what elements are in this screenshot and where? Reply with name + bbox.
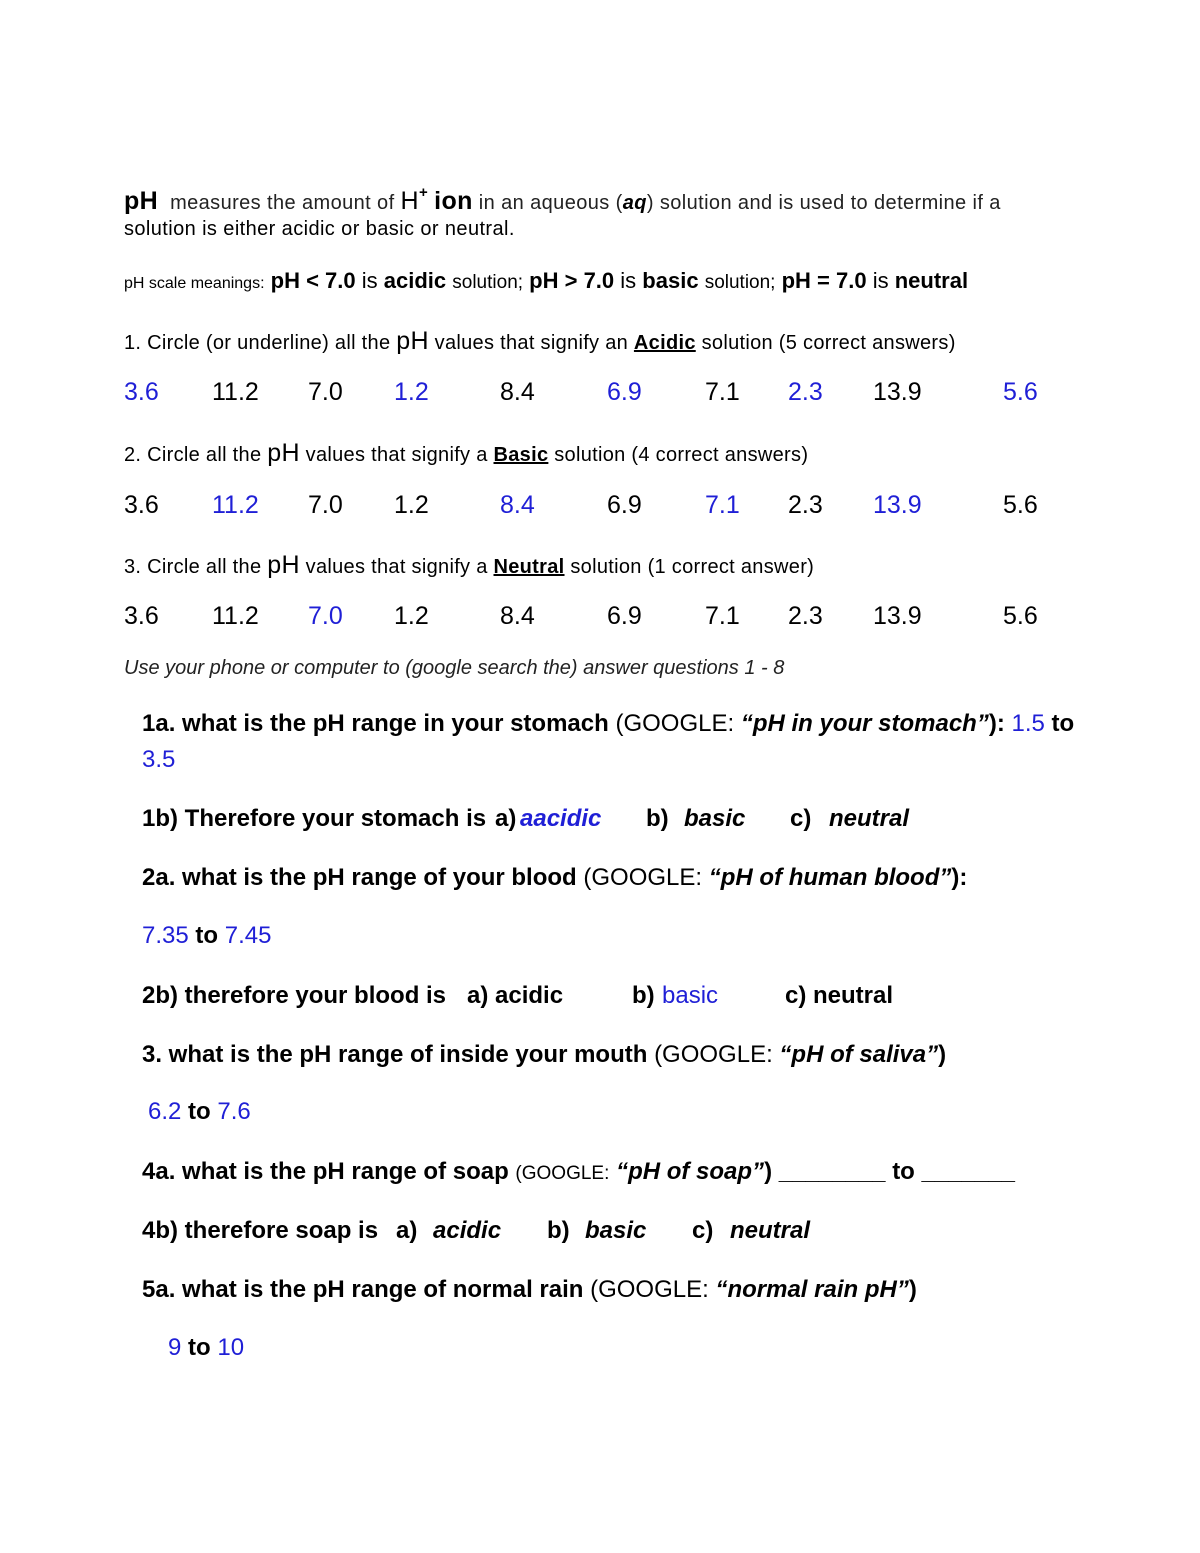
ph-value[interactable]: 8.4 [500,491,535,519]
plus-charge: + [418,184,429,201]
scale-text: is [872,268,889,293]
answer-low: 6.2 [148,1098,182,1125]
answer-question: 1a. what is the pH range in your stomach [142,710,609,737]
question-text: 2. Circle all the [124,444,262,466]
ph-value[interactable]: 2.3 [788,491,823,519]
google-query: “pH in your stomach” [740,710,989,737]
question-2 [124,439,808,468]
option-b-value: basic [662,982,719,1009]
basic-rule: pH > 7.0 [529,268,615,293]
answer-5a [142,1276,917,1304]
option-c-label: c) [790,805,812,832]
answer-blank-low[interactable]: ________ [778,1158,886,1185]
ph-scale-meanings [124,268,968,294]
question-text: 1. Circle (or underline) all the [124,332,391,354]
answer-question: 2a. what is the pH range of your blood [142,864,577,891]
google-label: (GOOGLE: [615,710,735,737]
answer-4b [142,1217,1042,1247]
ph-value[interactable]: 7.1 [705,491,740,519]
acidic-word: acidic [383,268,447,293]
ph-term: pH [267,439,300,467]
ph-value[interactable]: 1.2 [394,602,429,630]
ph-value[interactable]: 6.9 [607,378,642,406]
answer-question: 5a. what is the pH range of normal rain [142,1276,584,1303]
google-query: “normal rain pH” [715,1276,909,1303]
answer-high: 10 [217,1334,245,1361]
option-c-value: neutral [730,1217,811,1244]
option-a-value: aacidic [520,805,602,832]
scale-text: solution; [452,272,524,293]
answer-3-range [148,1098,251,1126]
answer-question: 3. what is the pH range of inside your mouth [142,1041,648,1068]
option-c: c) neutral [785,982,894,1009]
answer-high: 7.6 [217,1098,251,1125]
answer-1b [142,805,1042,835]
answer-blank-high[interactable]: _______ [921,1158,1015,1185]
question-keyword: Neutral [493,556,565,578]
intro-line-2: solution is either acidic or basic or neutral. [124,218,515,240]
ph-value[interactable]: 7.0 [308,491,343,519]
value-row-3 [0,602,1200,632]
question-text: values that signify an [434,332,629,354]
answer-low: 1.5 [1011,710,1045,737]
option-a-value: acidic [433,1217,502,1244]
answer-3 [142,1041,946,1069]
ph-value[interactable]: 13.9 [873,378,922,406]
answer-high: 7.45 [224,922,272,949]
answer-5a-range [168,1334,244,1362]
answer-high: 3.5 [142,746,176,773]
google-close: ) [938,1041,947,1068]
google-label: (GOOGLE: [654,1041,773,1068]
ion-term: ion [434,187,473,215]
ph-value[interactable]: 6.9 [607,491,642,519]
ph-value[interactable]: 7.0 [308,602,343,630]
google-close: ) [764,1158,773,1185]
scale-text: is [620,268,637,293]
acidic-rule: pH < 7.0 [270,268,356,293]
option-b-label: b) [547,1217,570,1244]
answer-low: 9 [168,1334,182,1361]
h-symbol: H [400,187,419,215]
intro-text: ) solution and is used to determine if a [646,192,1001,214]
ph-value[interactable]: 1.2 [394,491,429,519]
instruction-hint: Use your phone or computer to (google search the) answer questions 1 - 8 [124,657,785,679]
ph-value[interactable]: 8.4 [500,378,535,406]
answer-4a [142,1158,1015,1186]
answer-to: to [1051,710,1075,737]
google-query: “pH of soap” [616,1158,765,1185]
question-text: solution (1 correct answer) [570,556,815,578]
option-c-label: c) [692,1217,714,1244]
aq-term: aq [622,192,647,214]
ph-value[interactable]: 7.1 [705,378,740,406]
ph-value[interactable]: 3.6 [124,378,159,406]
ph-term: pH [267,551,300,579]
ph-value[interactable]: 11.2 [212,378,259,406]
ph-value[interactable]: 2.3 [788,378,823,406]
ph-value[interactable]: 3.6 [124,491,159,519]
ph-term: pH [396,327,429,355]
neutral-word: neutral [894,268,969,293]
question-text: solution (5 correct answers) [701,332,956,354]
option-a-label: a) [396,1217,418,1244]
google-label: (GOOGLE: [590,1276,709,1303]
answer-1a [142,710,1074,738]
ph-term: pH [124,187,159,215]
ph-value[interactable]: 7.1 [705,602,740,630]
intro-line-1 [124,184,1001,216]
answer-question: 4b) therefore soap is [142,1217,379,1244]
google-close: ): [988,710,1005,737]
basic-word: basic [642,268,699,293]
option-b-label: b) [632,982,655,1009]
value-row-1 [0,378,1200,408]
scale-text: is [361,268,378,293]
google-query: “pH of human blood” [708,864,952,891]
google-label: (GOOGLE: [583,864,703,891]
ph-value[interactable]: 2.3 [788,602,823,630]
google-close: ) [908,1276,917,1303]
question-text: 3. Circle all the [124,556,262,578]
question-3 [124,551,814,580]
answer-low: 7.35 [142,922,189,949]
option-a-label: a) [495,805,517,832]
ph-value[interactable]: 7.0 [308,378,343,406]
neutral-rule: pH = 7.0 [781,268,867,293]
answer-question: 2b) therefore your blood is [142,982,447,1009]
ph-value[interactable]: 11.2 [212,491,259,519]
option-b-value: basic [684,805,746,832]
answer-to: to [195,922,219,949]
ph-value[interactable]: 5.6 [1003,378,1038,406]
intro-text: in an aqueous ( [478,192,623,214]
option-b-label: b) [646,805,669,832]
question-keyword: Basic [493,444,549,466]
ph-value[interactable]: 5.6 [1003,491,1038,519]
option-b-value: basic [585,1217,647,1244]
answer-2a-range [142,922,271,950]
answer-2a [142,864,967,892]
answer-question: 1b) Therefore your stomach is [142,805,487,832]
question-text: solution (4 correct answers) [554,444,809,466]
value-row-2 [0,491,1200,521]
question-keyword: Acidic [633,332,696,354]
question-text: values that signify a [305,556,488,578]
ph-value[interactable]: 5.6 [1003,602,1038,630]
ph-value[interactable]: 1.2 [394,378,429,406]
ph-value[interactable]: 13.9 [873,491,922,519]
answer-2b [142,982,1042,1012]
answer-to: to [188,1098,211,1125]
ph-value[interactable]: 11.2 [212,602,259,630]
scale-text: solution; [704,272,776,293]
ph-value[interactable]: 8.4 [500,602,535,630]
option-c-value: neutral [829,805,910,832]
answer-to: to [892,1158,915,1185]
ph-value[interactable]: 6.9 [607,602,642,630]
answer-to: to [188,1334,211,1361]
option-a: a) acidic [467,982,564,1009]
question-1 [124,327,956,356]
google-label: (GOOGLE: [515,1163,610,1184]
ph-value[interactable]: 3.6 [124,602,159,630]
intro-text: measures the amount of [170,192,395,214]
google-close: ): [951,864,968,891]
answer-question: 4a. what is the pH range of soap [142,1158,509,1185]
question-text: values that signify a [305,444,488,466]
scale-label: pH scale meanings: [124,275,265,292]
answer-1a-cont [142,746,175,774]
ph-value[interactable]: 13.9 [873,602,922,630]
google-query: “pH of saliva” [779,1041,939,1068]
